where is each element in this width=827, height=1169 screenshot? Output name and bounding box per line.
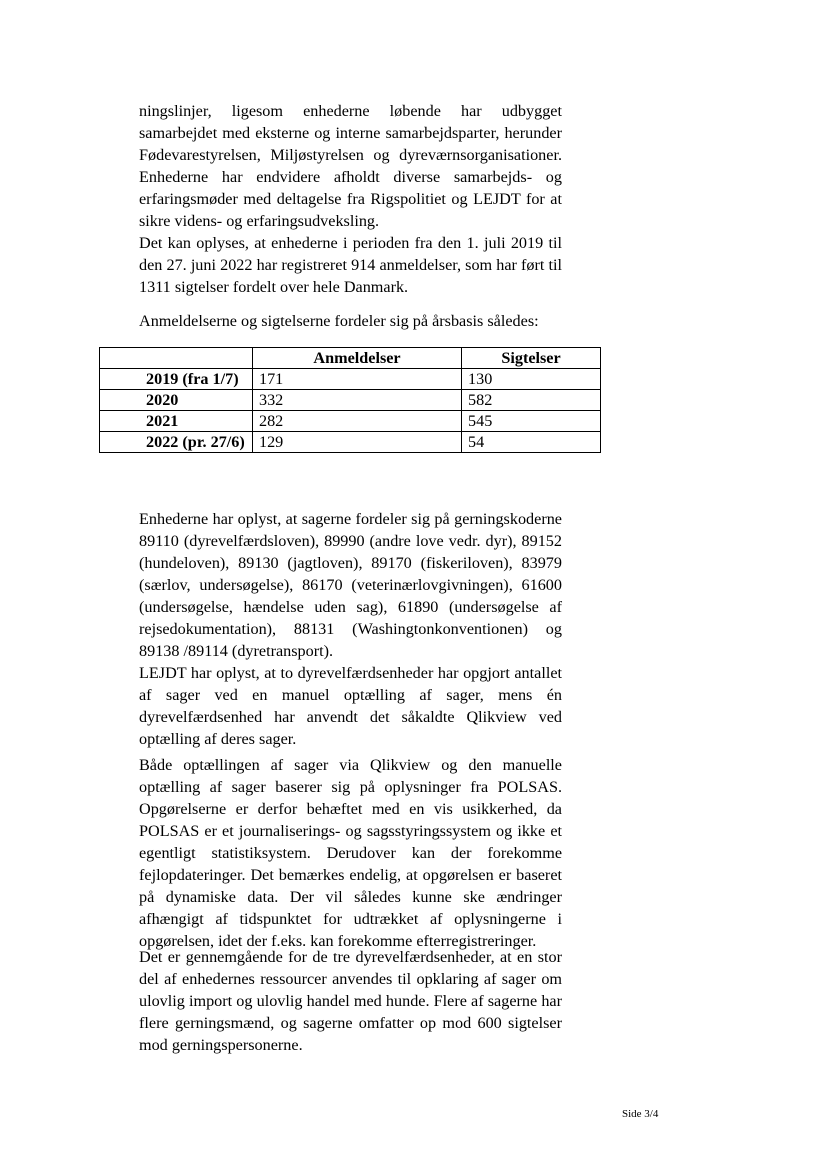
table-header-row	[100, 348, 601, 369]
table-row	[100, 432, 601, 453]
table-cell-anmeldelser: 282	[252, 411, 461, 432]
table-cell-year: 2022 (pr. 27/6)	[100, 432, 253, 453]
paragraph-data-uncertainty: Både optællingen af sager via Qlikview og den manuelle optælling af sager baserer sig på oplysninger fra POLSAS. Opgørelserne er derfor behæftet med en vis usikkerhed, da POLSAS er et journaliserings- og sagsstyringssystem og ikke et egentligt statistiksystem. Derudover kan der forekomme fejlopdateringer. Det bemærkes endelig, at opgørelsen er baseret på dynamiske data. Der vil således kunne ske ændringer afhængigt af tidspunktet for udtrækket af oplysningerne i opgørelsen, idet der f.eks. kan forekomme efterregistreringer.	[139, 756, 562, 950]
statistics-table	[99, 347, 601, 453]
table-cell-sigtelser: 130	[462, 369, 601, 390]
paragraph-table-intro: Anmeldelserne og sigtelserne fordeler sig på årsbasis således:	[139, 312, 539, 330]
paragraph-registrations: Det kan oplyses, at enhederne i perioden fra den 1. juli 2019 til den 27. juni 2022 har registreret 914 anmeldelser, som har ført til 1311 sigtelser fordelt over hele Danmark.	[139, 234, 562, 296]
table-cell-sigtelser: 54	[462, 432, 601, 453]
table-header-sigtelser: Sigtelser	[462, 348, 601, 369]
table-cell-sigtelser: 545	[462, 411, 601, 432]
paragraph-collaboration: ningslinjer, ligesom enhederne løbende har udbygget samarbejdet med eksterne og interne samarbejdsparter, herunder Fødevarestyrelsen, Miljøstyrelsen og dyreværnsorganisationer. Enhederne har endvidere afholdt diverse samarbejds- og erfaringsmøder med deltagelse fra Rigspolitiet og LEJDT for at sikre videns- og erfaringsudveksling.	[139, 102, 562, 230]
table-header-anmeldelser: Anmeldelser	[252, 348, 461, 369]
page-number: Side 3/4	[622, 1108, 659, 1120]
paragraph-crime-codes: Enhederne har oplyst, at sagerne fordeler sig på gerningskoderne 89110 (dyrevelfærdsloven), 89990 (andre love vedr. dyr), 89152 (hundeloven), 89130 (jagtloven), 89170 (fiskeriloven), 83979 (særlov, undersøgelse), 86170 (veterinærlovgivningen), 61600 (undersøgelse, hændelse uden sag), 61890 (undersøgelse af rejsedokumentation), 88131 (Washingtonkonventionen) og 89138 /89114 (dyretransport).	[139, 510, 562, 660]
table-cell-year: 2019 (fra 1/7)	[100, 369, 253, 390]
table-cell-year: 2021	[100, 411, 253, 432]
table-cell-anmeldelser: 129	[252, 432, 461, 453]
table-header-empty	[100, 348, 253, 369]
table-cell-anmeldelser: 332	[252, 390, 461, 411]
table-cell-anmeldelser: 171	[252, 369, 461, 390]
table-cell-sigtelser: 582	[462, 390, 601, 411]
table-row	[100, 411, 601, 432]
paragraph-dog-trade: Det er gennemgående for de tre dyrevelfærdsenheder, at en stor del af enhedernes ressourcer anvendes til opklaring af sager om ulovlig import og ulovlig handel med hunde. Flere af sagerne har flere gerningsmænd, og sagerne omfatter op mod 600 sigtelser mod gerningspersonerne.	[139, 948, 562, 1054]
table-row	[100, 390, 601, 411]
table-cell-year: 2020	[100, 390, 253, 411]
paragraph-counting-method: LEJDT har oplyst, at to dyrevelfærdsenheder har opgjort antallet af sager ved en manuel optælling af sager, mens én dyrevelfærdsenhed har anvendt det såkaldte Qlikview ved optælling af deres sager.	[139, 664, 562, 748]
table-row	[100, 369, 601, 390]
